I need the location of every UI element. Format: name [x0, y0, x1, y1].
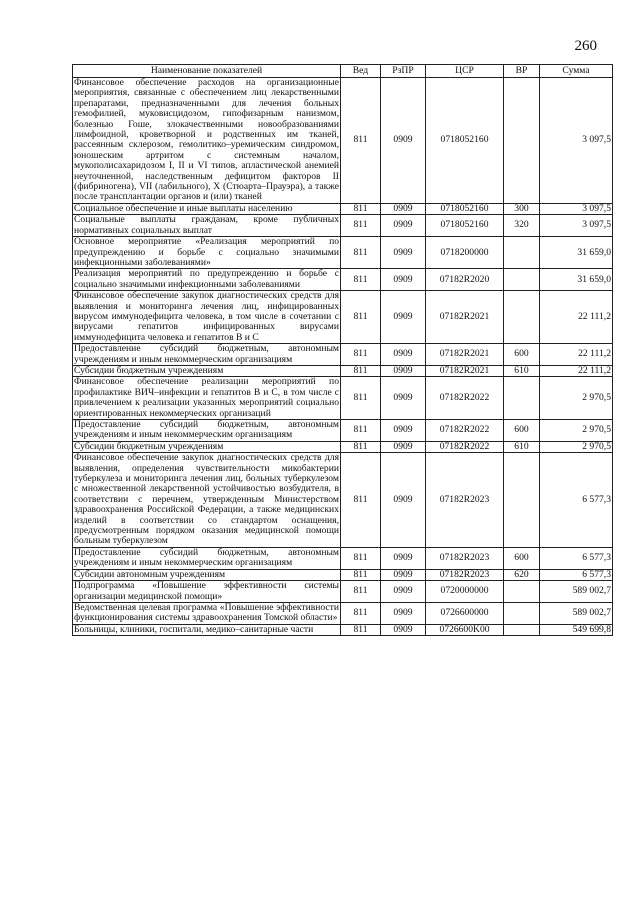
cell-sum: 31 659,0	[540, 269, 613, 291]
cell-vr	[504, 78, 540, 204]
cell-sum: 2 970,5	[540, 377, 613, 420]
cell-csr: 07182R2023	[426, 547, 504, 569]
cell-rzpr: 0909	[381, 453, 426, 548]
table-row	[73, 377, 613, 420]
cell-ved: 811	[341, 377, 381, 420]
cell-rzpr: 0909	[381, 547, 426, 569]
cell-csr: 0718052160	[426, 215, 504, 237]
cell-name: Социальное обеспечение и иные выплаты населению	[73, 203, 341, 214]
cell-vr	[504, 237, 540, 269]
cell-sum: 6 577,3	[540, 569, 613, 580]
header-vr: ВР	[504, 65, 540, 78]
cell-vr	[504, 602, 540, 624]
cell-name: Финансовое обеспечение закупок диагностических средств для выявления и мониторинга лечения лиц, инфицированных вирусом иммунодефицита человека, в том числе в сочетании с вирусами гепатитов инфицированных вирусами иммунодефицита человека и гепатитов B и C	[74, 290, 339, 343]
cell-rzpr: 0909	[381, 420, 426, 442]
cell-rzpr: 0909	[381, 269, 426, 291]
cell-sum: 22 111,2	[540, 291, 613, 344]
cell-sum: 22 111,2	[540, 365, 613, 376]
header-csr: ЦСР	[426, 65, 504, 78]
cell-vr: 300	[504, 203, 540, 214]
cell-name: Реализация мероприятий по предупреждению и борьбе с социально значимыми инфекционными заболеваниями	[74, 268, 339, 290]
cell-csr: 0718052160	[426, 203, 504, 214]
cell-csr: 0726600K00	[426, 624, 504, 635]
cell-sum: 2 970,5	[540, 420, 613, 442]
cell-ved: 811	[341, 203, 381, 214]
cell-sum: 3 097,5	[540, 203, 613, 214]
cell-name: Субсидии бюджетным учреждениям	[73, 365, 341, 376]
table-row	[73, 291, 613, 344]
cell-ved: 811	[341, 602, 381, 624]
cell-rzpr: 0909	[381, 377, 426, 420]
cell-rzpr: 0909	[381, 441, 426, 452]
cell-vr: 600	[504, 344, 540, 366]
cell-ved: 811	[341, 78, 381, 204]
cell-name: Предоставление субсидий бюджетным, автономным учреждениям и иным некоммерческим организациям	[74, 419, 339, 441]
table-row	[73, 215, 613, 237]
cell-sum: 22 111,2	[540, 344, 613, 366]
cell-rzpr: 0909	[381, 624, 426, 635]
cell-csr: 07182R2021	[426, 365, 504, 376]
cell-rzpr: 0909	[381, 78, 426, 204]
cell-rzpr: 0909	[381, 569, 426, 580]
table-row	[73, 78, 613, 204]
cell-ved: 811	[341, 344, 381, 366]
header-name: Наименование показателей	[73, 65, 341, 78]
cell-csr: 0718052160	[426, 78, 504, 204]
cell-sum: 2 970,5	[540, 441, 613, 452]
cell-rzpr: 0909	[381, 215, 426, 237]
cell-sum: 6 577,3	[540, 453, 613, 548]
table-row	[73, 420, 613, 442]
cell-ved: 811	[341, 441, 381, 452]
cell-csr: 0726600000	[426, 602, 504, 624]
cell-name: Предоставление субсидий бюджетным, автономным учреждениям и иным некоммерческим организациям	[74, 343, 339, 365]
table-row	[73, 441, 613, 452]
cell-sum: 589 002,7	[540, 581, 613, 603]
table-body	[73, 78, 613, 636]
cell-ved: 811	[341, 547, 381, 569]
table-row	[73, 547, 613, 569]
cell-rzpr: 0909	[381, 365, 426, 376]
cell-rzpr: 0909	[381, 237, 426, 269]
cell-vr: 600	[504, 420, 540, 442]
cell-vr: 610	[504, 365, 540, 376]
header-rzpr: РзПР	[381, 65, 426, 78]
cell-sum: 6 577,3	[540, 547, 613, 569]
table-row	[73, 453, 613, 548]
cell-vr: 320	[504, 215, 540, 237]
cell-name: Ведомственная целевая программа «Повышение эффективности функционирования системы здравоохранения Томской области»	[74, 601, 339, 624]
table-row	[73, 602, 613, 624]
budget-table	[72, 64, 613, 636]
table-row	[73, 365, 613, 376]
table-header-row	[73, 65, 613, 78]
cell-name: Финансовое обеспечение закупок диагностических средств для выявления, определения чувствительности микобактерии туберкулеза и мониторинга лечения лиц, больных туберкулезом с множественной лекарственной устойчивостью возбудителя, в соответствии с перечнем, утвержденным Министерством здравоохранения Российской Федерации, а также медицинских изделий в соответствии со стандартом оснащения, предусмотренным порядком оказания медицинской помощи больным туберкулезом	[74, 452, 339, 547]
cell-ved: 811	[341, 581, 381, 603]
cell-ved: 811	[341, 453, 381, 548]
cell-name: Больницы, клиники, госпитали, медико–санитарные части	[73, 624, 341, 635]
cell-ved: 811	[341, 215, 381, 237]
cell-name: Предоставление субсидий бюджетным, автономным учреждениям и иным некоммерческим организациям	[74, 546, 339, 569]
table-row	[73, 203, 613, 214]
cell-ved: 811	[341, 365, 381, 376]
table-row	[73, 624, 613, 635]
cell-name: Подпрограмма «Повышение эффективности системы организации медицинской помощи»	[74, 580, 339, 602]
cell-vr	[504, 269, 540, 291]
cell-name: Социальные выплаты гражданам, кроме публичных нормативных социальных выплат	[74, 214, 339, 236]
cell-csr: 07182R2022	[426, 420, 504, 442]
header-sum: Сумма	[540, 65, 613, 78]
cell-vr	[504, 453, 540, 548]
cell-csr: 07182R2022	[426, 377, 504, 420]
cell-vr	[504, 624, 540, 635]
cell-csr: 07182R2021	[426, 344, 504, 366]
table-row	[73, 569, 613, 580]
table-row	[73, 237, 613, 269]
cell-name: Финансовое обеспечение расходов на организационные мероприятия, связанные с обеспечением лиц лекарственными препаратами, предназначенными для лечения больных гемофилией, муковисцидозом, гипофизарным нанизмом, болезнью Гоше, злокачественными новообразованиями лимфоидной, кроветворной и родственных им тканей, рассеянным склерозом, гемолитико–уремическим синдромом, юношеским артритом с системным началом, мукополисахаридозом I, II и VI типов, апластической анемией неуточненной, наследственным дефицитом факторов II (фибриногена), VII (лабильного), X (Стюарта–Прауэра), а также после трансплантации органов и (или) тканей	[74, 77, 339, 203]
table-row	[73, 269, 613, 291]
cell-csr: 07182R2023	[426, 453, 504, 548]
cell-ved: 811	[341, 291, 381, 344]
page-number: 260	[574, 38, 597, 54]
cell-sum: 31 659,0	[540, 237, 613, 269]
cell-csr: 07182R2022	[426, 441, 504, 452]
table-row	[73, 344, 613, 366]
cell-name: Основное мероприятие «Реализация мероприятий по предупреждению и борьбе с социально значимыми инфекционными заболеваниями»	[74, 236, 339, 268]
cell-ved: 811	[341, 237, 381, 269]
cell-csr: 0718200000	[426, 237, 504, 269]
cell-rzpr: 0909	[381, 203, 426, 214]
table-row	[73, 581, 613, 603]
cell-vr: 620	[504, 569, 540, 580]
cell-sum: 549 699,8	[540, 624, 613, 635]
cell-name: Субсидии бюджетным учреждениям	[73, 441, 341, 452]
cell-vr	[504, 581, 540, 603]
cell-csr: 07182R2020	[426, 269, 504, 291]
cell-ved: 811	[341, 569, 381, 580]
cell-rzpr: 0909	[381, 581, 426, 603]
cell-csr: 07182R2023	[426, 569, 504, 580]
cell-name: Финансовое обеспечение реализации мероприятий по профилактике ВИЧ–инфекции и гепатитов B и C, в том числе с привлечением к реализации указанных мероприятий социально ориентированных некоммерческих организаций	[74, 376, 339, 419]
cell-csr: 07182R2021	[426, 291, 504, 344]
cell-vr	[504, 377, 540, 420]
cell-ved: 811	[341, 624, 381, 635]
cell-sum: 589 002,7	[540, 602, 613, 624]
cell-ved: 811	[341, 420, 381, 442]
cell-vr	[504, 291, 540, 344]
cell-rzpr: 0909	[381, 344, 426, 366]
cell-vr: 610	[504, 441, 540, 452]
cell-name: Субсидии автономным учреждениям	[73, 569, 341, 580]
cell-ved: 811	[341, 269, 381, 291]
cell-rzpr: 0909	[381, 602, 426, 624]
cell-sum: 3 097,5	[540, 215, 613, 237]
cell-csr: 0720000000	[426, 581, 504, 603]
cell-sum: 3 097,5	[540, 78, 613, 204]
cell-vr: 600	[504, 547, 540, 569]
header-ved: Вед	[341, 65, 381, 78]
cell-rzpr: 0909	[381, 291, 426, 344]
